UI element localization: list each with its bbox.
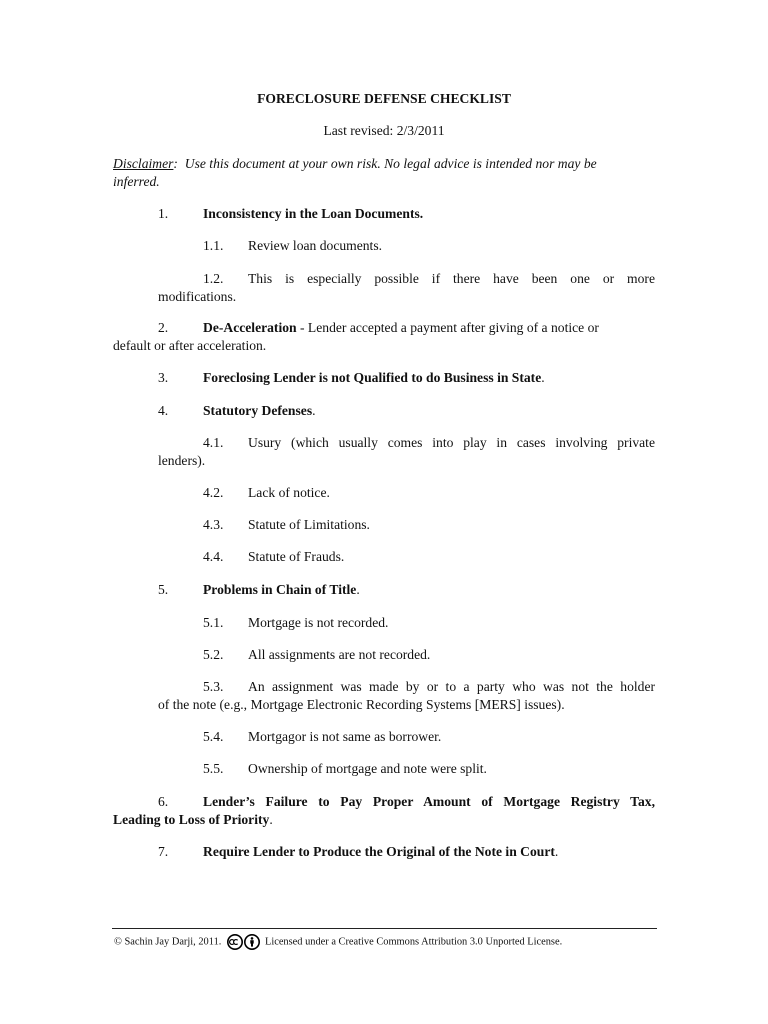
subitem-text: Mortgage is not recorded. [248,615,389,630]
item-period: . [541,370,545,385]
item-period: . [554,844,559,859]
subitem-number: 1.2. [203,271,224,286]
item-number: 6. [158,794,169,809]
subitem-number: 4.1. [203,435,224,450]
item-heading: Foreclosing Lender is not Qualified to do Business in State [203,370,542,385]
subitem-text: All assignments are not recorded. [248,647,431,662]
disclaimer-line-1 [113,155,597,173]
subitem-text-continued: of the note (e.g., Mortgage Electronic Recording Systems [MERS] issues). [158,697,565,712]
item-line [203,843,558,861]
item-period: . [269,812,273,827]
item-period: . [356,582,360,597]
item-number: 4. [158,403,169,418]
subitem-text: Mortgagor is not same as borrower. [248,729,442,744]
subitem-text: This is especially possible if there have been one or more [248,271,655,286]
subitem-text-continued: modifications. [158,289,237,304]
item-description: - Lender accepted a payment after giving of a notice or [296,320,599,335]
subitem-number: 5.4. [203,729,224,744]
item-number: 2. [158,320,169,335]
copyright-notice: © Sachin Jay Darji, 2011. [114,936,222,948]
item-heading: Problems in Chain of Title [203,582,357,597]
item-number: 5. [158,582,169,597]
item-line [203,581,360,599]
subitem-number: 1.1. [203,238,224,253]
item-heading-continued: Leading to Loss of Priority [113,812,270,827]
disclaimer-colon: : [173,156,178,171]
revision-date: Last revised: 2/3/2011 [323,123,445,138]
subitem-text: Review loan documents. [248,238,383,253]
item-text-continued: default or after acceleration. [113,338,267,353]
item-line [203,369,545,387]
disclaimer-text: Use this document at your own risk. No legal advice is intended nor may be [184,156,597,171]
subitem-number: 5.2. [203,647,224,662]
item-heading: Lender’s Failure to Pay Proper Amount of Mortgage Registry Tax, [203,794,655,809]
item-number: 1. [158,206,169,221]
footer-divider [112,928,657,929]
item-heading: Require Lender to Produce the Original of the Note in Court [203,844,555,859]
subitem-number: 5.1. [203,615,224,630]
item-number: 3. [158,370,169,385]
subitem-text: Statute of Limitations. [248,517,370,532]
subitem-text: An assignment was made by or to a party who was not the holder [248,679,655,694]
subitem-number: 4.3. [203,517,224,532]
item-line [203,402,316,420]
disclaimer-label: Disclaimer [113,156,174,171]
item-period: . [312,403,316,418]
subitem-text: Usury (which usually comes into play in cases involving private [248,435,655,450]
creative-commons-by-icon [226,934,264,950]
subitem-number: 4.4. [203,549,224,564]
subitem-number: 5.3. [203,679,224,694]
subitem-text-continued: lenders). [158,453,206,468]
item-heading: Inconsistency in the Loan Documents. [203,206,424,221]
item-line-continued [113,811,273,829]
item-heading: De-Acceleration [203,320,297,335]
subitem-number: 5.5. [203,761,224,776]
footer [114,934,562,950]
item-line [203,319,655,337]
item-heading: Statutory Defenses [203,403,313,418]
subitem-number: 4.2. [203,485,224,500]
item-number: 7. [158,844,169,859]
license-notice: Licensed under a Creative Commons Attribution 3.0 Unported License. [264,936,563,948]
subitem-text: Lack of notice. [248,485,330,500]
subitem-text: Ownership of mortgage and note were split. [248,761,487,776]
document-title: FORECLOSURE DEFENSE CHECKLIST [257,91,511,106]
subitem-text: Statute of Frauds. [248,549,345,564]
disclaimer-line-2: inferred. [113,174,160,189]
